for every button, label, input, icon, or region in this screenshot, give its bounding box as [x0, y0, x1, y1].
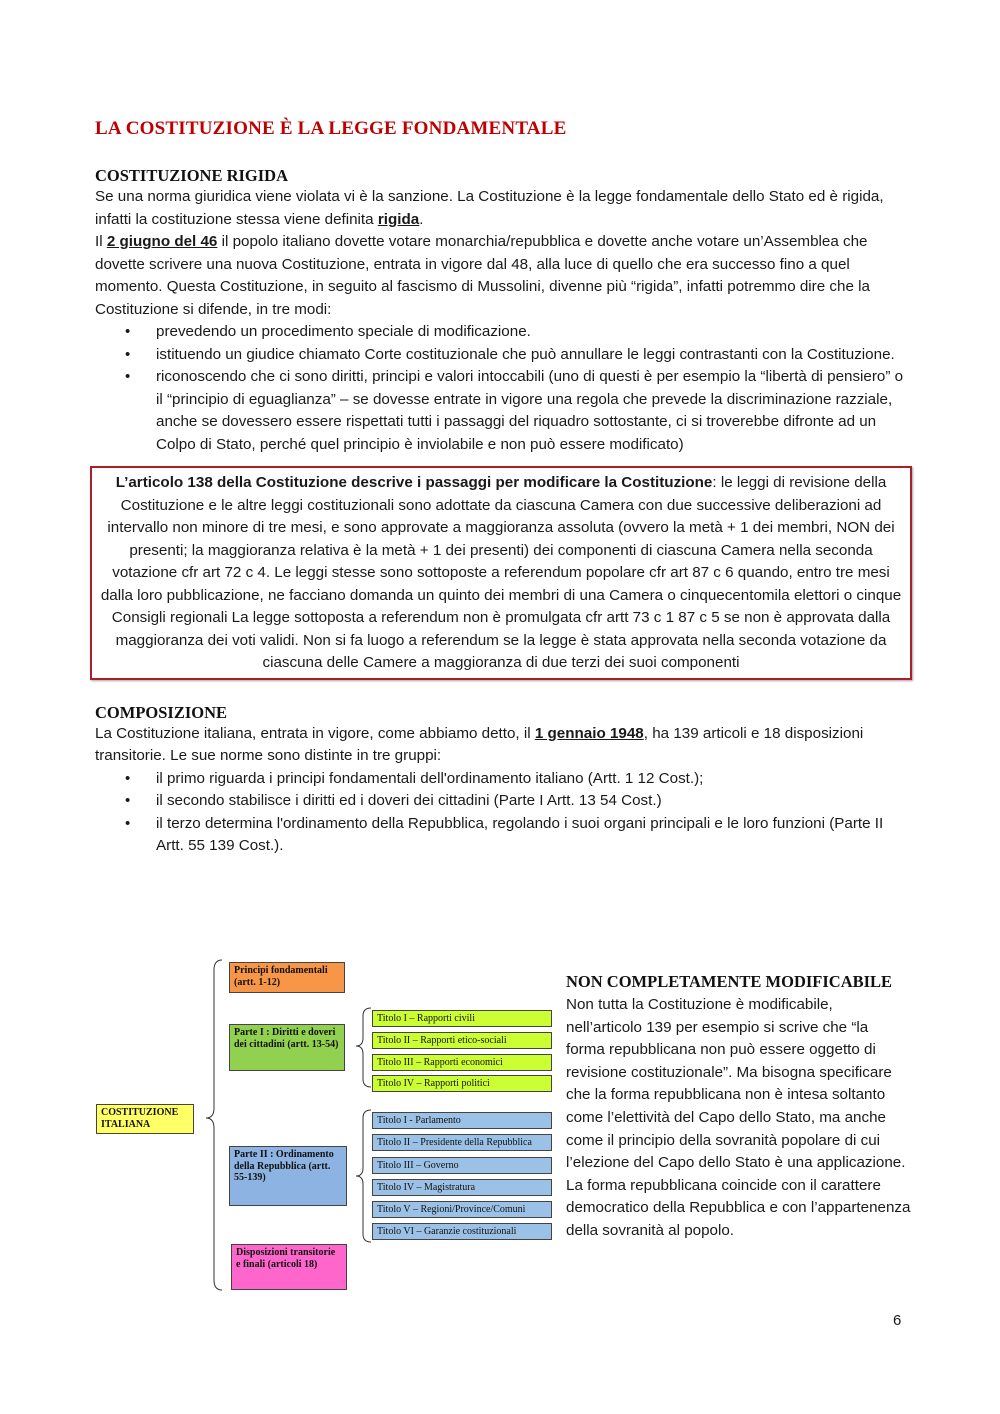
- bullet-list-composizione: [95, 768, 907, 858]
- page-content: [95, 118, 907, 858]
- diagram-title-label: Titolo II – Rapporti etico-sociali: [377, 1035, 507, 1046]
- diagram-disposizioni-label: Disposizioni transitorie e finali (articoli 18): [236, 1247, 336, 1270]
- list-item: • il primo riguarda i principi fondamentali dell'ordinamento italiano (Artt. 1 12 Cost.);: [156, 768, 907, 791]
- section-heading-composizione: COMPOSIZIONE: [95, 702, 228, 722]
- diagram-parte2-label: Parte II : Ordinamento della Repubblica (artt. 55-139): [234, 1149, 334, 1183]
- paragraph-text: Il: [95, 233, 107, 250]
- diagram-title-label: Titolo IV – Magistratura: [377, 1182, 476, 1193]
- diagram-disposizioni-box: [231, 1244, 347, 1290]
- paragraph-rigida: [95, 186, 907, 231]
- bold-date: 2 giugno del 46: [106, 233, 218, 250]
- diagram-parte2-box: [229, 1146, 347, 1206]
- list-item: • il secondo stabilisce i diritti ed i doveri dei cittadini (Parte I Artt. 13 54 Cost.): [156, 790, 907, 813]
- bullet-list-rigida: [95, 321, 907, 456]
- paragraph-text: La Costituzione italiana, entrata in vigore, come abbiamo detto, il: [95, 724, 535, 742]
- list-item: • istituendo un giudice chiamato Corte costituzionale che può annullare le leggi contrastanti con la Costituzione.: [156, 344, 907, 367]
- list-item: • prevedendo un procedimento speciale di modificazione.: [156, 321, 907, 344]
- list-item: • riconoscendo che ci sono diritti, principi e valori intoccabili (uno di questi è per esempio la “libertà di pensiero” o il “principio di eguaglianza” – se dovesse entrate in vigore una regola che prevede la discriminazione razziale, anche se dovessero essere rispettati tutti i passaggi del riquadro sottostante, ci si troverebbe difronte ad un Colpo di Stato, perché quel principio è inviolabile e non può essere modificato): [156, 366, 907, 456]
- list-item: • il terzo determina l'ordinamento della Repubblica, regolando i suoi organi principali e le loro funzioni (Parte II Artt. 55 139 Cost.).: [156, 813, 907, 858]
- diagram-parte1-title-box: [372, 1032, 552, 1049]
- paragraph-text-rest: , ha 139 articoli e 18 disposizioni transitorie. Le sue norme sono distinte in tre gruppi:: [95, 724, 864, 764]
- diagram-title-label: Titolo VI – Garanzie costituzionali: [377, 1226, 517, 1237]
- paragraph-2-giugno: [95, 231, 907, 321]
- section-heading-non-modificabile: NON COMPLETAMENTE MODIFICABILE: [566, 972, 893, 991]
- paragraph-text-end: .: [419, 210, 424, 228]
- diagram-parte1-label: Parte I : Diritti e doveri dei cittadini (artt. 13-54): [234, 1027, 339, 1050]
- paragraph-composizione: [95, 723, 907, 768]
- diagram-parte1-box: [229, 1024, 345, 1071]
- article-138-box: [90, 466, 912, 680]
- diagram-root-box: [96, 1104, 194, 1134]
- diagram-parte2-title-box: [372, 1134, 552, 1151]
- diagram-principi-label: Principi fondamentali (artt. 1-12): [234, 965, 328, 988]
- diagram-parte2-title-box: [372, 1179, 552, 1196]
- constitution-structure-diagram: [88, 958, 558, 1294]
- diagram-title-label: Titolo III – Rapporti economici: [377, 1057, 503, 1068]
- diagram-title-label: Titolo I - Parlamento: [377, 1115, 461, 1126]
- diagram-parte1-title-box: [372, 1054, 552, 1071]
- paragraph-non-modificabile: Non tutta la Costituzione è modificabile, nell’articolo 139 per esempio si scrive che “la forma repubblicana non può essere oggetto di revisione costituzionale”. Ma bisogna specificare che la forma repubblicana non è intesa soltanto come l’elettività del Capo dello Stato, ma anche come il principio della sovranità popolare di cui l’elezione del Capo dello Stato è una applicazione. La forma repubblicana coincide con il carattere democratico della Repubblica e con l’appartenenza della sovranità al popolo.: [566, 996, 911, 1239]
- diagram-principi-box: [229, 962, 345, 993]
- paragraph-text: Se una norma giuridica viene violata vi è la sanzione. La Costituzione è la legge fondamentale dello Stato ed è rigida, infatti la costituzione stessa viene definita: [95, 188, 884, 228]
- bold-date: 1 gennaio 1948: [534, 724, 644, 742]
- diagram-title-label: Titolo I – Rapporti civili: [377, 1013, 475, 1024]
- box-bold-text: L’articolo 138 della Costituzione descrive i passaggi per modificare la Costituzione: [115, 474, 713, 491]
- diagram-root-label: COSTITUZIONE ITALIANA: [101, 1107, 179, 1130]
- diagram-parte1-title-box: [372, 1010, 552, 1027]
- page-number: 6: [893, 1312, 902, 1329]
- bold-term-rigida: rigida: [377, 210, 420, 228]
- diagram-parte2-title-box: [372, 1223, 552, 1240]
- diagram-parte2-title-box: [372, 1157, 552, 1174]
- diagram-parte2-title-box: [372, 1201, 552, 1218]
- diagram-parte1-title-box: [372, 1075, 552, 1092]
- diagram-title-label: Titolo V – Regioni/Province/Comuni: [377, 1204, 526, 1215]
- section-heading-rigida: COSTITUZIONE RIGIDA: [95, 166, 289, 185]
- page-title: LA COSTITUZIONE È LA LEGGE FONDAMENTALE: [95, 118, 567, 139]
- box-text: : le leggi di revisione della Costituzione e le altre leggi costituzionali sono adottate da ciascuna Camera con due successive deliberazioni ad intervallo non minore di tre mesi, e sono approvate a maggioranza assoluta (ovvero la metà + 1 dei membri, NON dei presenti; la maggioranza relativa è la metà + 1 dei presenti) dei componenti di ciascuna Camera nella seconda votazione cfr art 72 c 4. Le leggi stesse sono sottoposte a referendum popolare cfr art 87 c 6 quando, entro tre mesi dalla loro pubblicazione, ne facciano domanda un quinto dei membri di una Camera o cinquecentomila elettori o cinque Consigli regionali La legge sottoposta a referendum non è promulgata cfr artt 73 c 1 87 c 5 se non è approvata dalla maggioranza dei voti validi. Non si fa luogo a referendum se la legge è stata approvata nella seconda votazione da ciascuna delle Camere a maggioranza di due terzi dei suoi componenti: [100, 474, 902, 671]
- diagram-title-label: Titolo IV – Rapporti politici: [377, 1078, 490, 1089]
- diagram-title-label: Titolo II – Presidente della Repubblica: [377, 1137, 532, 1148]
- diagram-parte2-title-box: [372, 1112, 552, 1129]
- section-non-modificabile: [566, 972, 911, 1243]
- diagram-title-label: Titolo III – Governo: [377, 1160, 459, 1171]
- paragraph-text-rest: il popolo italiano dovette votare monarchia/repubblica e dovette anche votare un’Assemblea che dovette scrivere una nuova Costituzione, entrata in vigore dal 48, alla luce di quello che era successo fino a quel momento. Questa Costituzione, in seguito al fascismo di Mussolini, divenne più “rigida”, infatti potremmo dire che la Costituzione si difende, in tre modi:: [95, 233, 870, 318]
